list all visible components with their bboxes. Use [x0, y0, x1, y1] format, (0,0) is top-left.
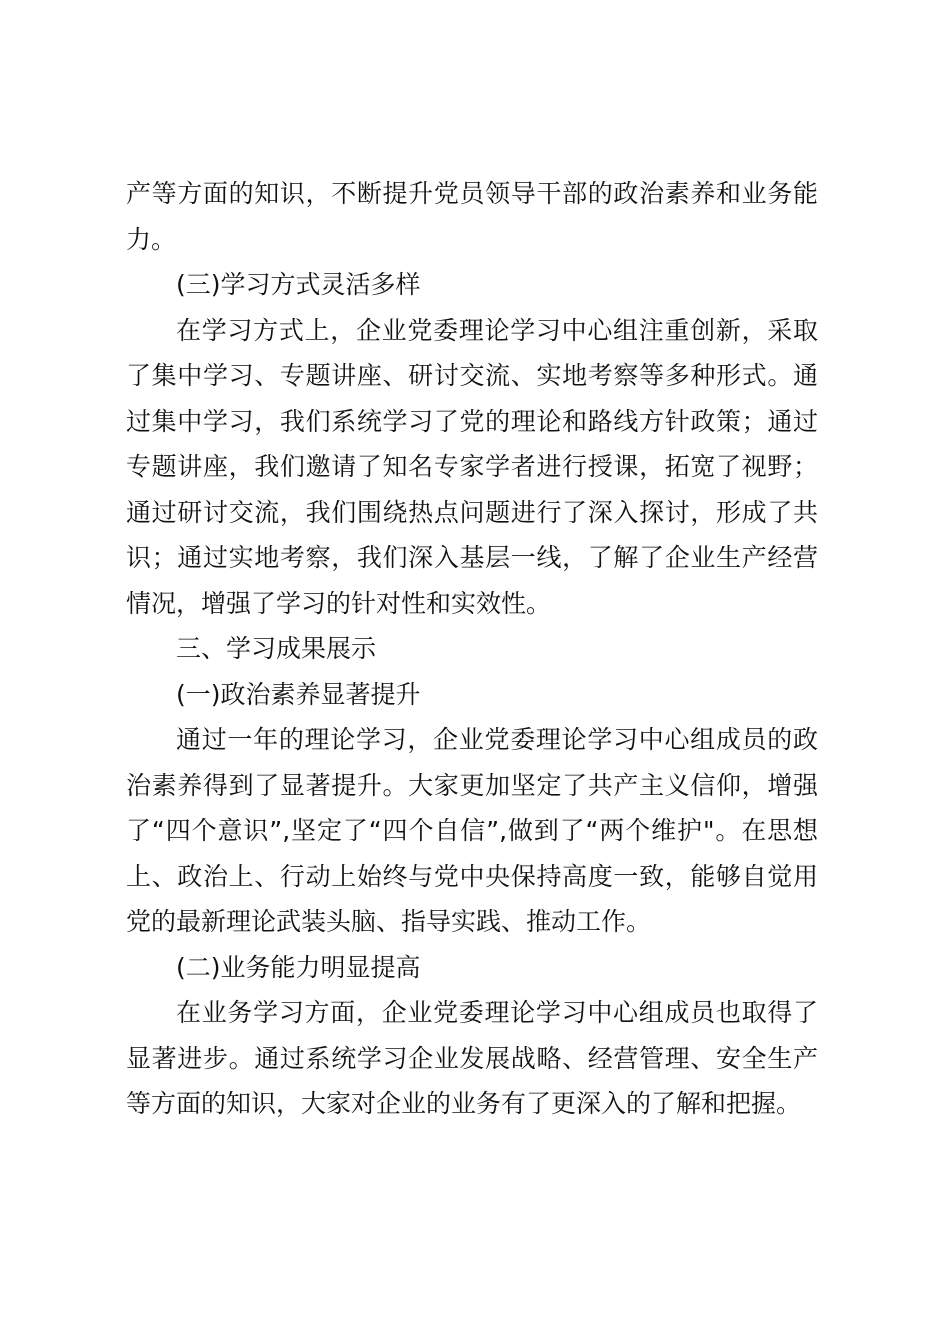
section-heading-business-ability: (二)业务能力明显提高: [176, 952, 421, 982]
paragraph-political-literacy: 通过一年的理论学习，企业党委理论学习中心组成员的政治素养得到了显著提升。大家更加坚定了共产主义信仰，增强了“四个意识”,坚定了“四个自信”,做到了“两个维护"。在思想上、政治上、行动上始终与党中央保持高度一致，能够自觉用党的最新理论武装头脑、指导实践、推动工作。: [126, 725, 818, 936]
section-heading-learning-methods: (三)学习方式灵活多样: [176, 270, 421, 299]
paragraph-learning-methods: 在学习方式上，企业党委理论学习中心组注重创新，采取了集中学习、专题讲座、研讨交流、实地考察等多种形式。通过集中学习，我们系统学习了党的理论和路线方针政策；通过专题讲座，我们邀请了知名专家学者进行授课，拓宽了视野；通过研讨交流，我们围绕热点问题进行了深入探讨，形成了共识；通过实地考察，我们深入基层一线，了解了企业生产经营情况，增强了学习的针对性和实效性。: [126, 315, 818, 618]
document-page: [126, 171, 818, 1127]
chapter-heading-learning-results: 三、学习成果展示: [176, 634, 377, 663]
section-heading-political-literacy: (一)政治素养显著提升: [176, 679, 421, 709]
paragraph-continuation: 产等方面的知识，不断提升党员领导干部的政治素养和业务能力。: [126, 179, 818, 254]
paragraph-business-ability: 在业务学习方面，企业党委理论学习中心组成员也取得了显著进步。通过系统学习企业发展战略、经营管理、安全生产等方面的知识，大家对企业的业务有了更深入的了解和把握。: [126, 998, 818, 1118]
